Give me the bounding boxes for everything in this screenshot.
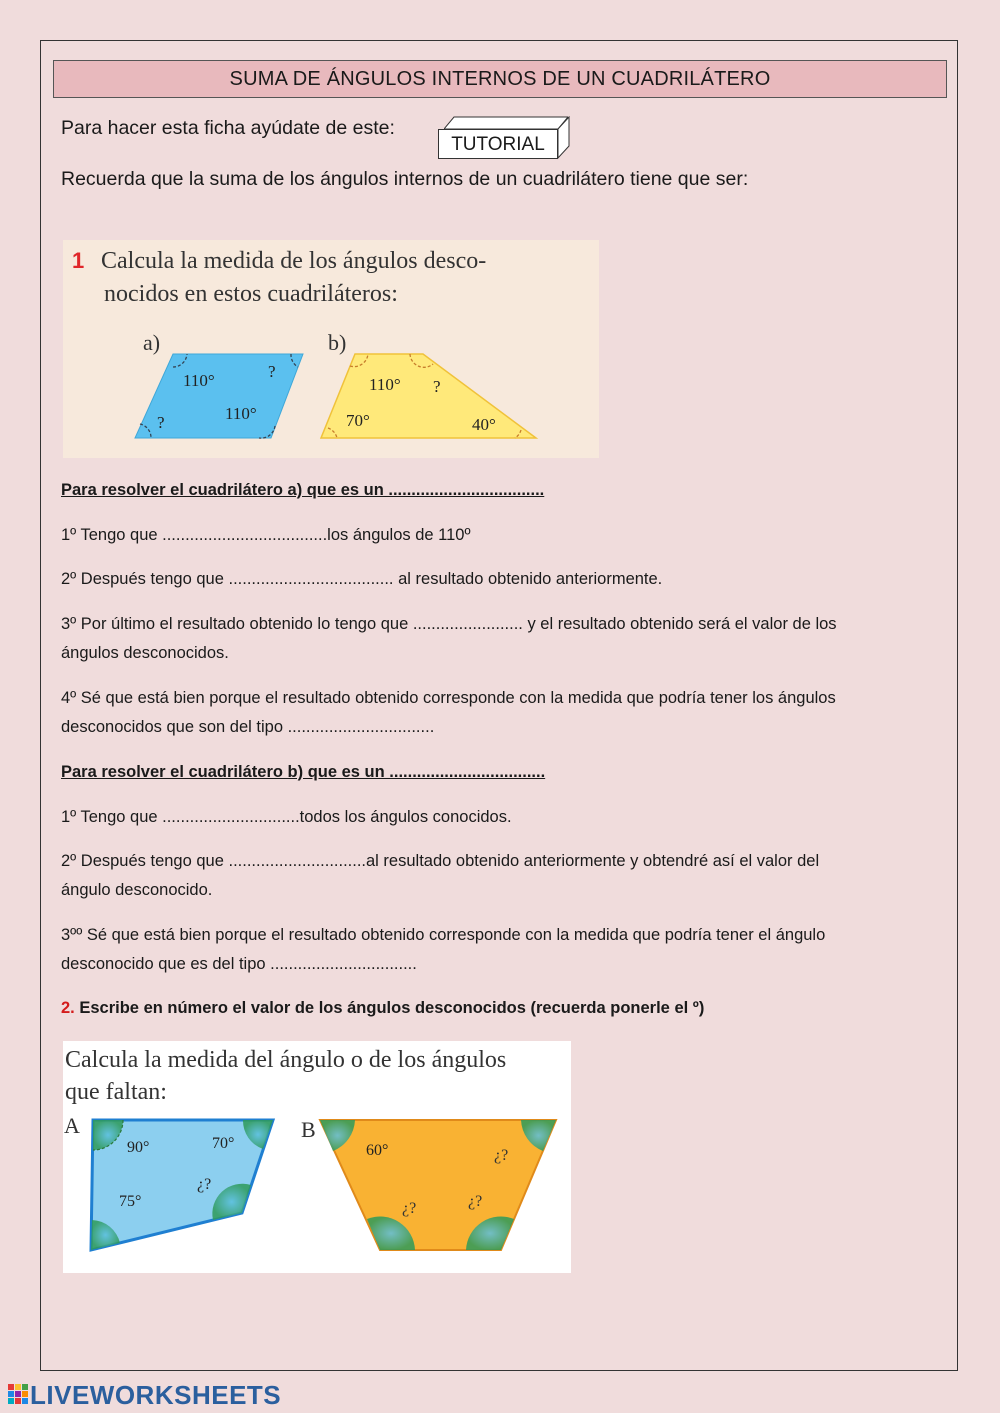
exercise2-prompt-line1: Calcula la medida del ángulo o de los ángulos [65,1047,507,1073]
help-text: Para hacer esta ficha ayúdate de este: [61,117,395,139]
section-a-step1: 1º Tengo que ....................................los ángulos de 110º [61,526,471,544]
page-title: SUMA DE ÁNGULOS INTERNOS DE UN CUADRILÁTERO [53,60,947,98]
exercise2-instruction: Escribe en número el valor de los ángulos desconocidos (recuerda ponerle el º) [79,999,705,1017]
fig-b-angle-br: 40° [472,415,496,434]
fig-A-angle-br: ¿? [197,1176,212,1193]
exercise1-prompt-line2: nocidos en estos cuadriláteros: [104,281,398,307]
fig-B-angle-tl: 60° [366,1142,389,1159]
section-a-step4-line1: 4º Sé que está bien porque el resultado obtenido corresponde con la medida que podría tener los ángulos [61,689,836,707]
fig-a-angle-br: 110° [225,404,257,423]
section-b-step1: 1º Tengo que ..............................todos los ángulos conocidos. [61,808,512,826]
exercise2-instruction-line [61,994,941,1023]
tutorial-button-3d-edge [444,116,568,130]
fig-a-angle-bl: ? [157,413,165,432]
fig-a-angle-tl: 110° [183,371,215,390]
tutorial-button-side [557,116,571,160]
fig-b-angle-tr: ? [433,377,441,396]
section-b-step2-line2: ángulo desconocido. [61,881,213,899]
fig-A-angle-tr: 70° [212,1135,235,1152]
section-b-step2-line1: 2º Después tengo que ..............................al resultado obtenido anteriormente y obtendré así el valor del [61,852,820,870]
exercise2-number: 2. [61,999,75,1017]
section-a-header: Para resolver el cuadrilátero a) que es un .................................. [61,481,545,499]
fig-B-angle-tr: ¿? [494,1147,509,1164]
liveworksheets-logo-icon [8,1384,28,1406]
fig-b-angle-tl: 110° [369,375,401,394]
section-a-step3-line2: ángulos desconocidos. [61,644,229,662]
section-b-step3-line1: 3ºº Sé que está bien porque el resultado obtenido corresponde con la medida que podría tener el ángulo [61,926,826,944]
exercise2-figure [63,1041,571,1273]
fig-b-angle-bl: 70° [346,411,370,430]
section-a-step2: 2º Después tengo que .................................... al resultado obtenido anteriormente. [61,570,663,588]
reminder-text: Recuerda que la suma de los ángulos internos de un cuadrilátero tiene que ser: [61,168,749,190]
fig-a-label: a) [143,330,161,355]
fig-a-angle-tr: ? [268,362,276,381]
fig-b-label: b) [328,330,347,355]
fig-A-angle-tl: 90° [127,1139,150,1156]
exercise2-prompt-line2: que faltan: [65,1079,167,1105]
section-a-step3-line1: 3º Por último el resultado obtenido lo tengo que ........................ y el resultado obtenido será el valor de los [61,615,837,633]
fig-B-angle-bl: ¿? [402,1200,417,1217]
section-b-step3-line2: desconocido que es del tipo ................................ [61,955,417,973]
fig-B-label: B [301,1117,316,1142]
fig-A-angle-bl: 75° [119,1193,142,1210]
fig-B-angle-br: ¿? [468,1193,483,1210]
fig-B-trapezoid [320,1120,556,1250]
exercise1-prompt-line1: Calcula la medida de los ángulos desco- [101,248,487,274]
section-b-header: Para resolver el cuadrilátero b) que es un .................................. [61,763,546,781]
tutorial-button[interactable]: TUTORIAL [438,129,558,159]
fig-A-label: A [64,1113,80,1138]
exercise1-figure [63,240,599,458]
exercise1-number: 1 [72,248,85,273]
worksheet-frame [40,40,958,1371]
footer-brand-text: LIVEWORKSHEETS [30,1380,282,1410]
section-a-step4-line2: desconocidos que son del tipo ................................ [61,718,435,736]
